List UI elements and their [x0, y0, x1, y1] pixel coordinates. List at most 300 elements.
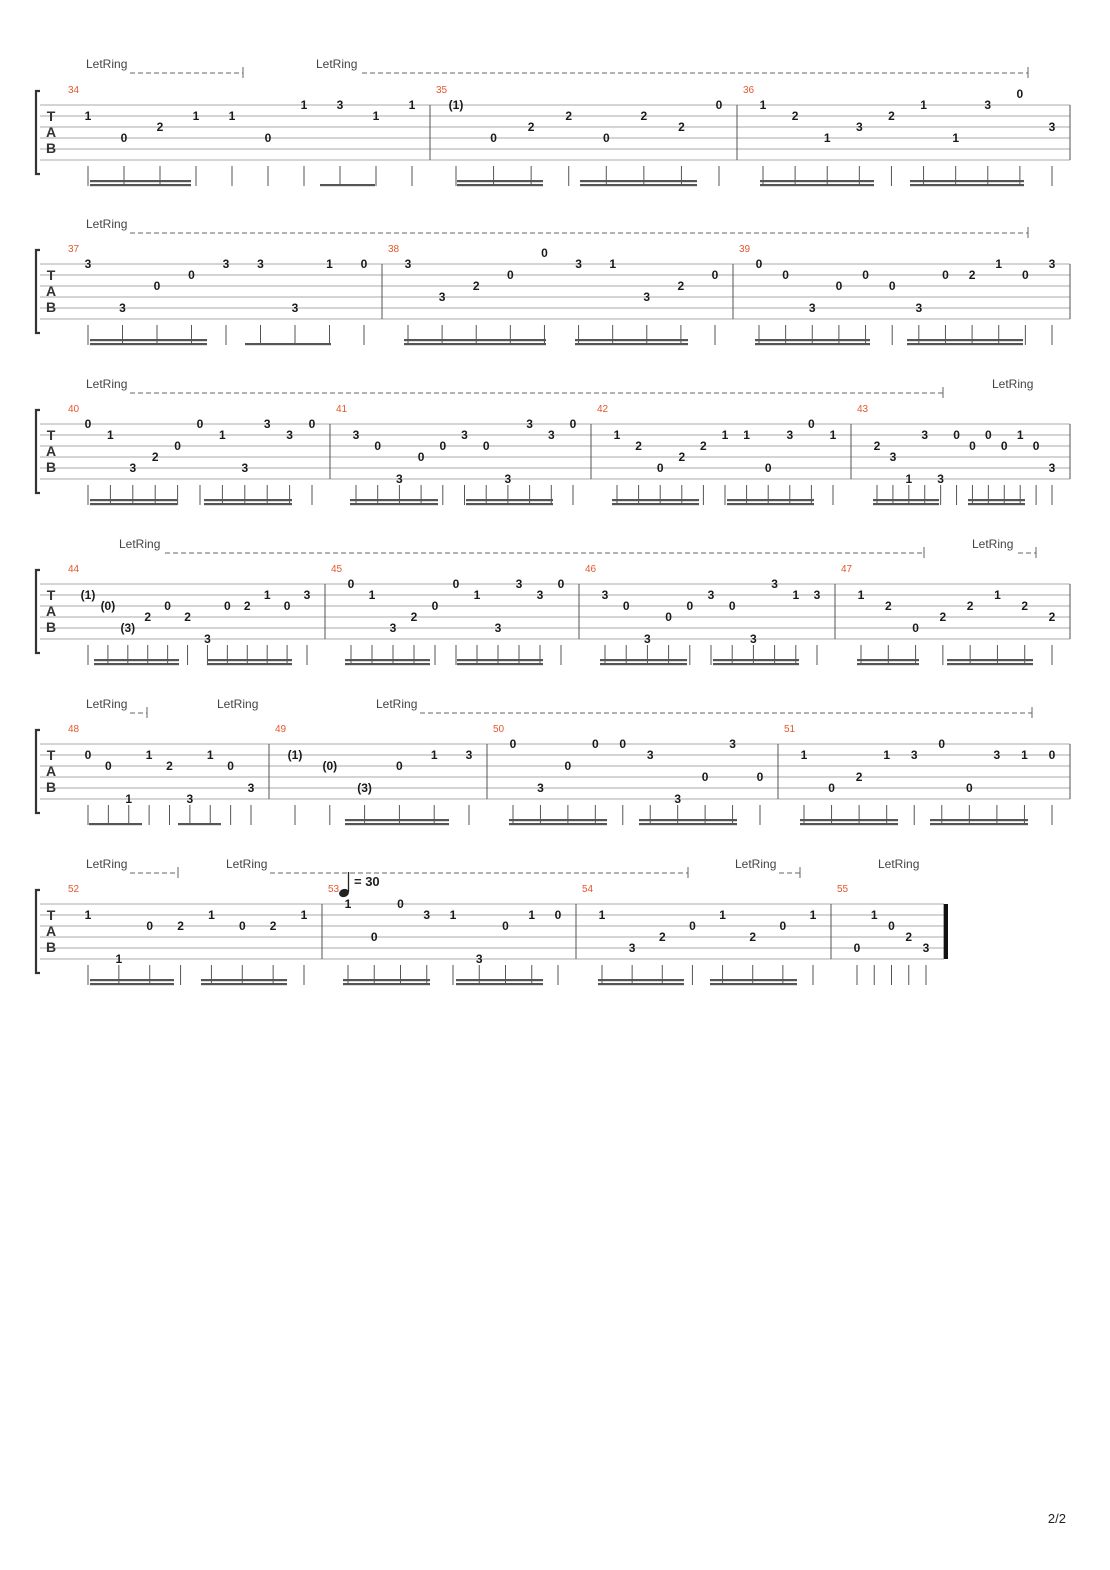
beam	[457, 184, 543, 186]
fret-number: 0	[622, 599, 630, 613]
fret-number: 1	[84, 908, 92, 922]
fret-number: 0	[482, 439, 490, 453]
fret-number: 1	[368, 588, 376, 602]
beam	[201, 979, 287, 981]
fret-number: 3	[389, 621, 397, 635]
tab-clef-letter: T	[46, 267, 56, 283]
fret-number: 1	[1021, 748, 1028, 762]
beam	[710, 979, 797, 981]
tab-system	[36, 857, 948, 985]
measure-number: 39	[739, 244, 751, 255]
fret-number: 3	[352, 428, 360, 442]
fret-number: 0	[728, 599, 736, 613]
page-number: 2/2	[1047, 1511, 1066, 1526]
beam	[930, 819, 1028, 821]
tab-clef-letter: B	[45, 459, 57, 475]
fret-number: 1	[883, 748, 891, 762]
fret-number: 0	[782, 268, 789, 282]
fret-number: 2	[640, 109, 648, 123]
beam	[350, 503, 438, 505]
fret-number: 3	[771, 577, 778, 591]
tab-system	[36, 537, 1070, 665]
beam	[90, 343, 207, 345]
fret-number: 0	[779, 919, 787, 933]
fret-number: 3	[465, 748, 473, 762]
tab-clef-letter: T	[46, 747, 56, 763]
tab-clef-letter: T	[46, 108, 56, 124]
fret-number: 2	[184, 610, 191, 624]
beam	[94, 659, 179, 661]
fret-number: 1	[206, 748, 214, 762]
fret-number: 3	[855, 120, 863, 134]
fret-number: 3	[984, 98, 992, 112]
fret-number: 2	[658, 930, 666, 944]
fret-number: 2	[873, 439, 881, 453]
fret-number: 3	[303, 588, 311, 602]
let-ring-label: LetRing	[86, 857, 128, 871]
fret-number: 0	[755, 257, 763, 271]
fret-number: 3	[257, 257, 264, 271]
beam	[968, 503, 1025, 505]
let-ring-label: LetRing	[376, 697, 418, 711]
fret-number: 1	[920, 98, 927, 112]
fret-number: 3	[601, 588, 609, 602]
let-ring-label: LetRing	[972, 537, 1014, 551]
beam	[580, 180, 697, 182]
fret-number: 3	[889, 450, 897, 464]
beam	[910, 184, 1024, 186]
beam	[760, 184, 874, 186]
fret-number: (3)	[120, 621, 136, 635]
beam	[760, 180, 874, 182]
beam	[580, 184, 697, 186]
fret-number: 3	[628, 941, 636, 955]
beam	[713, 659, 799, 661]
tempo-value: = 30	[354, 874, 380, 889]
fret-number: 3	[1048, 461, 1056, 475]
beam	[90, 983, 174, 985]
fret-number: 1	[228, 109, 236, 123]
fret-number: 0	[227, 759, 234, 773]
fret-number: 3	[575, 257, 582, 271]
fret-number: 1	[125, 792, 133, 806]
beam	[245, 343, 331, 345]
let-ring-label: LetRing	[992, 377, 1034, 391]
beam	[345, 823, 449, 825]
fret-number: 0	[164, 599, 171, 613]
fret-number: 0	[374, 439, 382, 453]
fret-number: 2	[144, 610, 152, 624]
fret-number: 3	[707, 588, 715, 602]
tab-clef-letter: A	[45, 283, 57, 299]
beam	[204, 503, 292, 505]
beam	[575, 339, 688, 341]
fret-number: 3	[241, 461, 249, 475]
fret-number: 2	[888, 109, 895, 123]
fret-number: (1)	[287, 748, 303, 762]
fret-number: 3	[644, 632, 651, 646]
fret-number: 0	[602, 131, 610, 145]
fret-number: 2	[269, 919, 277, 933]
fret-number: 0	[564, 759, 572, 773]
tab-clef-letter: T	[46, 907, 56, 923]
fret-number: 0	[396, 759, 403, 773]
measure-number: 40	[68, 404, 80, 415]
beam	[600, 659, 687, 661]
fret-number: 0	[1048, 748, 1056, 762]
fret-number: 0	[439, 439, 447, 453]
measure-number: 46	[585, 564, 597, 575]
tempo-marking	[338, 872, 380, 898]
fret-number: 0	[360, 257, 368, 271]
fret-number: 3	[922, 941, 930, 955]
fret-number: 0	[452, 577, 460, 591]
beam	[466, 499, 553, 501]
let-ring-label: LetRing	[226, 857, 268, 871]
fret-number: 0	[224, 599, 231, 613]
fret-number: 3	[526, 417, 533, 431]
fret-number: 0	[397, 897, 404, 911]
fret-number: 3	[119, 301, 126, 315]
fret-number: 0	[347, 577, 355, 591]
beam	[343, 983, 430, 985]
fret-number: 3	[547, 428, 555, 442]
beam	[947, 663, 1033, 665]
fret-number: 3	[438, 290, 446, 304]
tab-clef-letter: A	[45, 923, 57, 939]
measure-number: 50	[493, 724, 505, 735]
fret-number: 2	[177, 919, 184, 933]
beam	[345, 663, 430, 665]
fret-number: 0	[84, 417, 92, 431]
beam	[456, 983, 543, 985]
measure-number: 49	[275, 724, 287, 735]
let-ring-label: LetRing	[316, 57, 358, 71]
fret-number: 0	[942, 268, 949, 282]
beam	[90, 180, 191, 182]
fret-number: 2	[565, 109, 573, 123]
fret-number: 0	[591, 737, 599, 751]
fret-number: 2	[410, 610, 418, 624]
fret-number: (3)	[357, 781, 372, 795]
beam	[90, 339, 207, 341]
fret-number: 0	[686, 599, 694, 613]
beam	[727, 499, 814, 501]
fret-number: (0)	[100, 599, 116, 613]
fret-number: 1	[208, 908, 215, 922]
fret-number: 2	[939, 610, 947, 624]
beam	[968, 499, 1025, 501]
tab-system	[36, 697, 1070, 825]
fret-number: 1	[1016, 428, 1024, 442]
beam	[907, 343, 1023, 345]
beam	[598, 979, 684, 981]
fret-number: 3	[336, 98, 344, 112]
fret-number: 0	[554, 908, 562, 922]
tab-clef-letter: B	[45, 939, 57, 955]
measure-number: 41	[336, 404, 348, 415]
fret-number: 3	[536, 588, 544, 602]
measure-number: 53	[328, 884, 340, 895]
beam	[345, 819, 449, 821]
beam	[457, 659, 543, 661]
fret-number: 0	[1032, 439, 1040, 453]
fret-number: 2	[166, 759, 173, 773]
fret-number: 0	[985, 428, 992, 442]
final-barline	[944, 904, 948, 959]
fret-number: 2	[472, 279, 480, 293]
fret-number: 0	[689, 919, 696, 933]
fret-number: 3	[643, 290, 651, 304]
let-ring-label: LetRing	[86, 377, 128, 391]
fret-number: 3	[84, 257, 92, 271]
tab-clef-letter: B	[45, 140, 57, 156]
beam	[457, 663, 543, 665]
fret-number: 2	[243, 599, 251, 613]
fret-number: 1	[829, 428, 837, 442]
fret-number: 2	[677, 279, 685, 293]
fret-number: 2	[156, 120, 164, 134]
beam	[930, 823, 1028, 825]
measure-number: 34	[68, 85, 80, 96]
fret-number: 1	[219, 428, 226, 442]
system-brace	[36, 890, 40, 973]
fret-number: 1	[743, 428, 750, 442]
measure-number: 42	[597, 404, 609, 415]
fret-number: 0	[701, 770, 709, 784]
beam	[600, 663, 687, 665]
beam	[343, 979, 430, 981]
fret-number: 0	[756, 770, 764, 784]
fret-number: (0)	[322, 759, 338, 773]
fret-number: 0	[283, 599, 291, 613]
fret-number: 2	[635, 439, 642, 453]
beam	[207, 663, 292, 665]
measure-number: 44	[68, 564, 80, 575]
fret-number: 0	[105, 759, 112, 773]
tab-clef-letter: T	[46, 587, 56, 603]
fret-number: 3	[461, 428, 468, 442]
system-brace	[36, 730, 40, 813]
fret-number: 0	[188, 268, 195, 282]
fret-number: 0	[502, 919, 509, 933]
fret-number: 0	[431, 599, 439, 613]
beam	[947, 659, 1033, 661]
fret-number: 2	[905, 930, 913, 944]
fret-number: 3	[646, 748, 654, 762]
fret-number: 0	[238, 919, 246, 933]
fret-number: 1	[84, 109, 92, 123]
fret-number: 0	[196, 417, 204, 431]
fret-number: 1	[809, 908, 817, 922]
beam	[598, 983, 684, 985]
fret-number: 0	[557, 577, 565, 591]
measure-number: 54	[582, 884, 594, 895]
fret-number: 1	[263, 588, 271, 602]
fret-number: 0	[417, 450, 425, 464]
fret-number: 1	[372, 109, 380, 123]
beam	[727, 503, 814, 505]
fret-number: 3	[515, 577, 523, 591]
fret-number: 0	[665, 610, 672, 624]
beam	[90, 503, 177, 505]
fret-number: 3	[1048, 120, 1056, 134]
fret-number: 2	[884, 599, 892, 613]
fret-number: 1	[994, 588, 1001, 602]
fret-number: 0	[853, 941, 861, 955]
fret-number: 3	[423, 908, 431, 922]
beam	[710, 983, 797, 985]
let-ring-label: LetRing	[86, 57, 128, 71]
fret-number: 0	[120, 131, 128, 145]
fret-number: 1	[300, 98, 308, 112]
measure-number: 55	[837, 884, 849, 895]
fret-number: 3	[921, 428, 929, 442]
fret-number: 3	[494, 621, 502, 635]
fret-number: 1	[449, 908, 457, 922]
system-brace	[36, 570, 40, 653]
fret-number: 2	[1021, 599, 1029, 613]
beam	[345, 659, 430, 661]
fret-number: 1	[107, 428, 114, 442]
fret-number: 3	[396, 472, 403, 486]
beam	[90, 499, 177, 501]
beam	[509, 823, 607, 825]
fret-number: 1	[823, 131, 831, 145]
fret-number: 1	[408, 98, 416, 112]
fret-number: 0	[953, 428, 960, 442]
fret-number: 1	[115, 952, 123, 966]
beam	[910, 180, 1024, 182]
fret-number: 0	[969, 439, 976, 453]
fret-number: 3	[263, 417, 271, 431]
let-ring-label: LetRing	[217, 697, 259, 711]
fret-number: 0	[764, 461, 772, 475]
fret-number: 3	[808, 301, 816, 315]
fret-number: 2	[1048, 610, 1056, 624]
fret-number: 3	[286, 428, 293, 442]
fret-number: 1	[870, 908, 878, 922]
fret-number: 1	[145, 748, 153, 762]
fret-number: 2	[966, 599, 974, 613]
fret-number: 3	[993, 748, 1001, 762]
fret-number: 0	[490, 131, 497, 145]
beam	[320, 184, 375, 186]
measure-number: 43	[857, 404, 869, 415]
measure-number: 45	[331, 564, 343, 575]
beam	[612, 503, 699, 505]
fret-number: 3	[186, 792, 194, 806]
fret-number: 1	[473, 588, 481, 602]
fret-number: 3	[674, 792, 682, 806]
fret-number: 3	[729, 737, 736, 751]
fret-number: 0	[965, 781, 973, 795]
fret-number: 2	[855, 770, 863, 784]
measure-number: 38	[388, 244, 400, 255]
fret-number: 2	[968, 268, 976, 282]
fret-number: 0	[711, 268, 719, 282]
beam	[755, 339, 870, 341]
beam	[713, 663, 799, 665]
fret-number: 1	[719, 908, 726, 922]
fret-number: 2	[678, 120, 685, 134]
fret-number: 3	[404, 257, 412, 271]
beam	[207, 659, 292, 661]
tab-clef-letter: T	[46, 427, 56, 443]
fret-number: 0	[509, 737, 517, 751]
fret-number: 0	[370, 930, 378, 944]
fret-number: 0	[264, 131, 272, 145]
tab-system	[36, 217, 1070, 345]
fret-number: 1	[952, 131, 960, 145]
fret-number: 1	[721, 428, 729, 442]
beam	[456, 979, 543, 981]
fret-number: 1	[792, 588, 800, 602]
measure-number: 52	[68, 884, 80, 895]
beam	[907, 339, 1023, 341]
fret-number: 0	[308, 417, 316, 431]
fret-number: 0	[808, 417, 815, 431]
beam	[857, 663, 919, 665]
beam	[89, 823, 142, 825]
fret-number: 1	[613, 428, 621, 442]
fret-number: 0	[541, 246, 548, 260]
beam	[509, 819, 607, 821]
system-brace	[36, 250, 40, 333]
fret-number: 3	[1048, 257, 1056, 271]
fret-number: 0	[174, 439, 181, 453]
fret-number: 3	[291, 301, 299, 315]
fret-number: 0	[146, 919, 154, 933]
fret-number: 1	[905, 472, 913, 486]
fret-number: 0	[506, 268, 514, 282]
beam	[800, 823, 898, 825]
fret-number: 0	[1016, 87, 1024, 101]
fret-number: 1	[528, 908, 536, 922]
fret-number: 2	[791, 109, 799, 123]
tab-clef-letter: A	[45, 443, 57, 459]
fret-number: 2	[527, 120, 535, 134]
measure-number: 51	[784, 724, 796, 735]
fret-number: 0	[84, 748, 92, 762]
fret-number: 1	[326, 257, 333, 271]
let-ring-label: LetRing	[86, 697, 128, 711]
fret-number: 0	[888, 279, 896, 293]
measure-number: 37	[68, 244, 80, 255]
beam	[94, 663, 179, 665]
system-brace	[36, 91, 40, 174]
let-ring-label: LetRing	[735, 857, 777, 871]
fret-number: 0	[828, 781, 835, 795]
let-ring-label: LetRing	[119, 537, 161, 551]
beam	[857, 659, 919, 661]
tab-clef-letter: A	[45, 763, 57, 779]
let-ring-label: LetRing	[86, 217, 128, 231]
fret-number: 3	[204, 632, 211, 646]
fret-number: 1	[192, 109, 200, 123]
system-brace	[36, 410, 40, 493]
fret-number: 3	[937, 472, 944, 486]
fret-number: 2	[700, 439, 707, 453]
fret-number: 0	[888, 919, 895, 933]
beam	[873, 503, 939, 505]
fret-number: 0	[715, 98, 723, 112]
fret-number: 0	[938, 737, 946, 751]
fret-number: 1	[598, 908, 606, 922]
measure-number: 47	[841, 564, 853, 575]
beam	[612, 499, 699, 501]
fret-number: (1)	[80, 588, 96, 602]
